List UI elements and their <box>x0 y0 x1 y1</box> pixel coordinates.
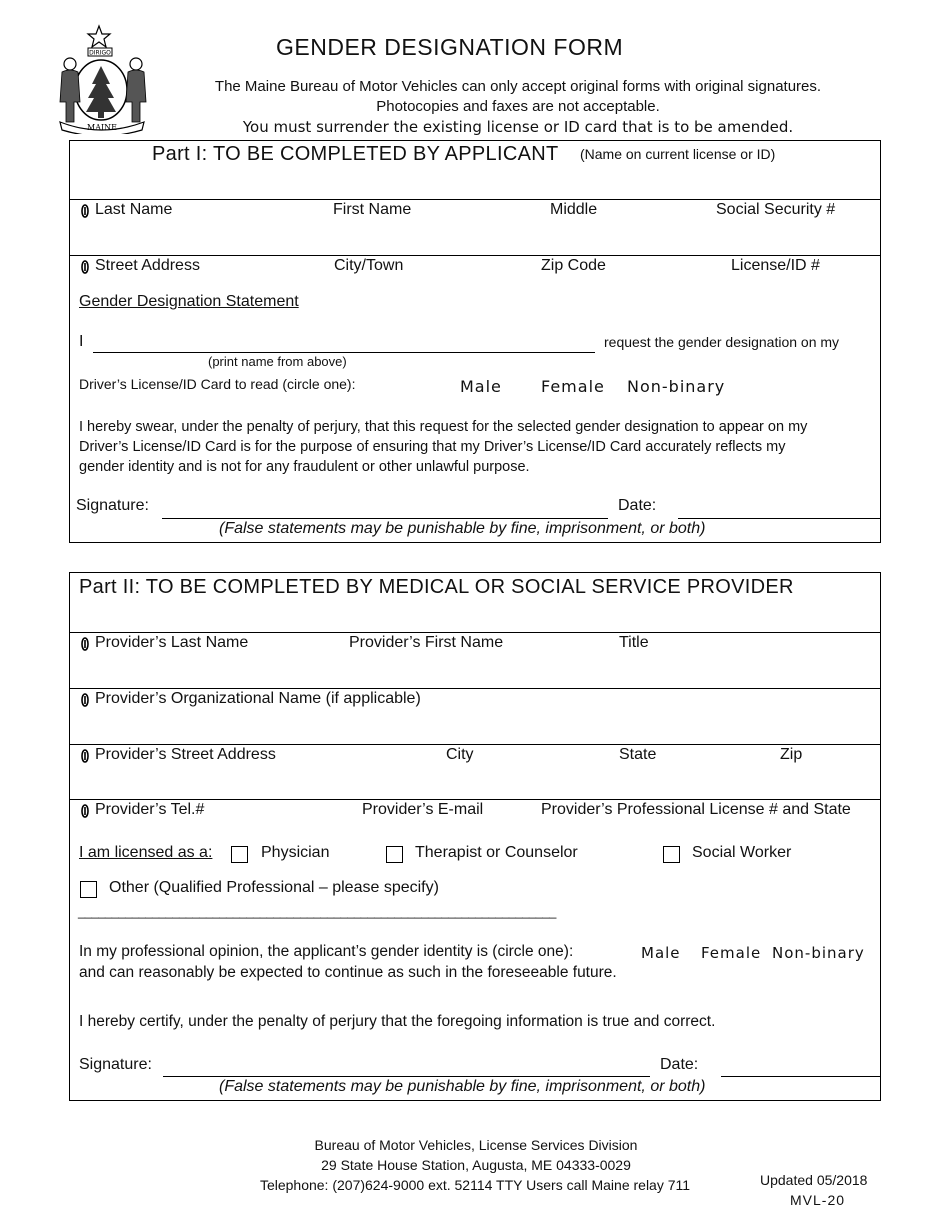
provider-city-field[interactable]: City <box>446 746 474 763</box>
applicant-ssn-field[interactable]: Social Security # <box>716 201 836 218</box>
part2-divider <box>70 799 880 800</box>
bullet-icon <box>80 637 90 651</box>
footer-division: Bureau of Motor Vehicles, License Services Division <box>314 1137 638 1153</box>
applicant-middle-field[interactable]: Middle <box>550 201 598 218</box>
option-female[interactable]: Female <box>541 377 605 396</box>
part1-heading: Part I: TO BE COMPLETED BY APPLICANT <box>152 143 559 165</box>
provider-state-field[interactable]: State <box>619 746 657 763</box>
provider-date-label: Date: <box>660 1056 699 1073</box>
part1-divider <box>70 199 880 200</box>
notice-surrender-license: You must surrender the existing license or ID card that is to be amended. <box>242 118 794 136</box>
svg-text:MAINE: MAINE <box>87 123 117 132</box>
false-statement-warning: (False statements may be punishable by fine, imprisonment, or both) <box>219 520 706 537</box>
print-name-hint: (print name from above) <box>208 354 347 369</box>
request-text: request the gender designation on my <box>604 334 840 350</box>
provider-tel-field[interactable]: Provider’s Tel.# <box>95 801 205 818</box>
updated-date: Updated 05/2018 <box>760 1172 868 1188</box>
form-id: MVL-20 <box>790 1192 846 1208</box>
provider-license-field[interactable]: Provider’s Professional License # and State <box>541 801 851 818</box>
part2-divider <box>70 688 880 689</box>
applicant-last-name-field[interactable]: Last Name <box>95 201 173 218</box>
provider-org-name-field[interactable]: Provider’s Organizational Name (if applicable) <box>95 690 421 707</box>
part2-divider <box>70 632 880 633</box>
opinion-line-1: In my professional opinion, the applicant’s gender identity is (circle one): <box>79 943 574 960</box>
applicant-date-label: Date: <box>618 497 657 514</box>
provider-email-field[interactable]: Provider’s E-mail <box>362 801 484 818</box>
applicant-signature-label: Signature: <box>76 497 149 514</box>
licensed-as-label: I am licensed as a: <box>79 844 213 861</box>
other-label: Other (Qualified Professional – please specify) <box>109 879 439 896</box>
social-worker-label: Social Worker <box>692 844 792 861</box>
certify-statement: I hereby certify, under the penalty of perjury that the foregoing information is true and correct. <box>79 1013 716 1030</box>
applicant-license-id-field[interactable]: License/ID # <box>731 257 820 274</box>
bullet-icon <box>80 804 90 818</box>
option-non-binary[interactable]: Non-binary <box>627 377 726 396</box>
therapist-checkbox[interactable] <box>386 846 403 863</box>
circle-one-label: Driver’s License/ID Card to read (circle one): <box>79 376 356 392</box>
bullet-icon <box>80 749 90 763</box>
statement-heading: Gender Designation Statement <box>79 293 299 310</box>
provider-zip-field[interactable]: Zip <box>780 746 803 763</box>
opinion-line-2: and can reasonably be expected to continue as such in the foreseeable future. <box>79 964 617 981</box>
applicant-street-address-field[interactable]: Street Address <box>95 257 200 274</box>
other-specify-line[interactable]: _______________________________________________________________________ <box>78 904 556 919</box>
bullet-icon <box>80 260 90 274</box>
physician-label: Physician <box>261 844 330 861</box>
print-name-line[interactable] <box>93 352 595 353</box>
provider-signature-label: Signature: <box>79 1056 152 1073</box>
provider-option-male[interactable]: Male <box>641 944 681 962</box>
applicant-city-field[interactable]: City/Town <box>334 257 404 274</box>
applicant-signature-line[interactable] <box>162 518 608 519</box>
applicant-zip-field[interactable]: Zip Code <box>541 257 606 274</box>
oath-line-3: gender identity and is not for any fraudulent or other unlawful purpose. <box>79 459 530 475</box>
part2-heading: Part II: TO BE COMPLETED BY MEDICAL OR SOCIAL SERVICE PROVIDER <box>79 576 794 598</box>
part2-divider <box>70 744 880 745</box>
physician-checkbox[interactable] <box>231 846 248 863</box>
oath-line-2: Driver’s License/ID Card is for the purpose of ensuring that my Driver’s License/ID Card accurately reflects my <box>79 439 786 455</box>
other-checkbox[interactable] <box>80 881 97 898</box>
i-label: I <box>79 333 84 350</box>
therapist-label: Therapist or Counselor <box>415 844 578 861</box>
option-male[interactable]: Male <box>460 377 502 396</box>
provider-date-line[interactable] <box>721 1076 880 1077</box>
footer-address: 29 State House Station, Augusta, ME 04333-0029 <box>321 1157 631 1173</box>
footer-telephone: Telephone: (207)624-9000 ext. 52114 TTY Users call Maine relay 711 <box>259 1177 691 1193</box>
maine-state-seal <box>52 22 156 134</box>
notice-original-forms: The Maine Bureau of Motor Vehicles can only accept original forms with original signatures. <box>214 78 822 95</box>
provider-option-non-binary[interactable]: Non-binary <box>772 944 865 962</box>
applicant-first-name-field[interactable]: First Name <box>333 201 412 218</box>
bullet-icon <box>80 693 90 707</box>
part1-heading-note: (Name on current license or ID) <box>580 146 776 162</box>
svg-text:DIRIGO: DIRIGO <box>89 49 111 57</box>
provider-first-name-field[interactable]: Provider’s First Name <box>349 634 504 651</box>
provider-signature-line[interactable] <box>163 1076 650 1077</box>
oath-line-1: I hereby swear, under the penalty of perjury, that this request for the selected gender designation to appear on my <box>79 419 808 435</box>
social-worker-checkbox[interactable] <box>663 846 680 863</box>
part1-divider <box>70 255 880 256</box>
provider-last-name-field[interactable]: Provider’s Last Name <box>95 634 249 651</box>
applicant-date-line[interactable] <box>678 518 880 519</box>
provider-street-address-field[interactable]: Provider’s Street Address <box>95 746 276 763</box>
provider-false-statement-warning: (False statements may be punishable by fine, imprisonment, or both) <box>219 1078 706 1095</box>
form-title: GENDER DESIGNATION FORM <box>276 34 624 60</box>
notice-no-photocopies: Photocopies and faxes are not acceptable. <box>376 98 660 115</box>
bullet-icon <box>80 204 90 218</box>
provider-title-field[interactable]: Title <box>619 634 649 651</box>
provider-option-female[interactable]: Female <box>701 944 762 962</box>
